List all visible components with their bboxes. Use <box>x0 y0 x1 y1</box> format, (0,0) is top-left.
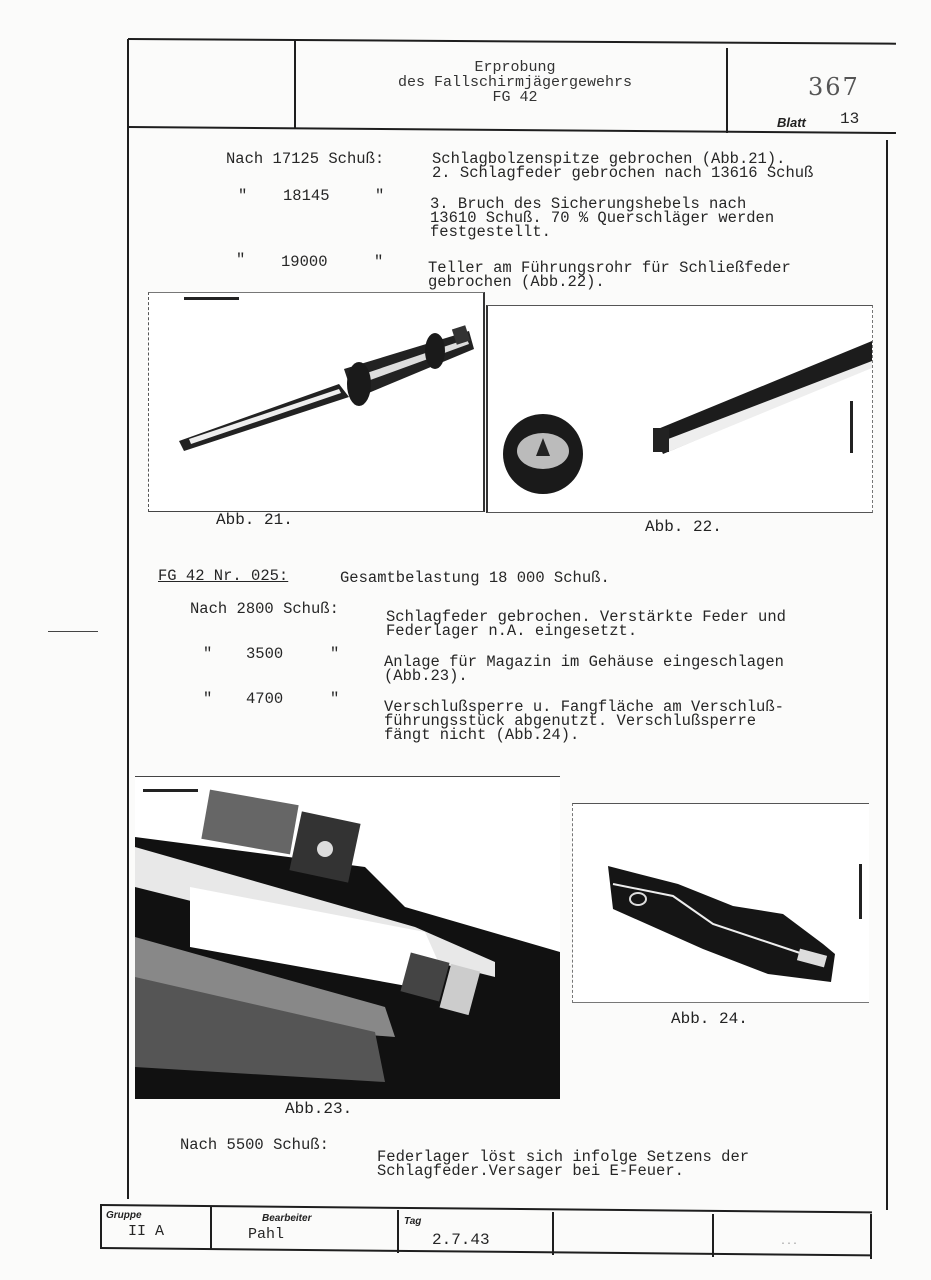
firing-pin-illustration <box>149 293 483 511</box>
gruppe-value: II A <box>128 1223 165 1240</box>
s2-e1-unit: Schuß: <box>283 600 339 618</box>
s1-e3-prefix: " <box>236 251 246 269</box>
s1-e3-shots: 19000 <box>281 253 328 271</box>
s2-e1-shots: 2800 <box>236 600 274 618</box>
s3-e1-line-1: Federlager löst sich infolge Setzens der <box>377 1148 750 1166</box>
footer-top-line <box>100 1204 872 1213</box>
blatt-number: 13 <box>840 110 860 128</box>
figure-24-photo <box>572 803 869 1003</box>
s1-e2-text <box>430 197 774 239</box>
s1-e2-unit: " <box>375 187 385 205</box>
s1-e2-shots: 18145 <box>283 187 330 205</box>
s2-e1-line-2: Federlager n.A. eingesetzt. <box>386 622 638 640</box>
s2-e3-shots: 4700 <box>246 690 284 708</box>
guide-tube-illustration <box>488 306 872 512</box>
s2-entry-1 <box>190 602 339 616</box>
s1-e2-line-3: festgestellt. <box>430 223 551 241</box>
s2-e3-prefix: " <box>203 690 213 708</box>
s1-e2-prefix: " <box>238 187 248 205</box>
footer-divider-1 <box>210 1207 212 1249</box>
s1-e1-line-2: 2. Schlagfeder gebrochen nach 13616 Schuß <box>432 164 814 182</box>
document-title <box>330 60 700 105</box>
title-line-2: des Fallschirmjägergewehrs <box>397 74 633 91</box>
s2-e2-shots: 3500 <box>246 645 284 663</box>
figure-24-caption: Abb. 24. <box>671 1010 748 1028</box>
last-cell-mark: ... <box>780 1237 799 1248</box>
s2-e2-unit: " <box>330 645 340 663</box>
s2-heading: FG 42 Nr. 025: <box>158 567 289 585</box>
s3-entry-1 <box>180 1138 329 1152</box>
s1-e3-line-2: gebrochen (Abb.22). <box>428 273 605 291</box>
s1-e2-line-1: 3. Bruch des Sicherungshebels nach <box>430 195 747 213</box>
blatt-label: Blatt <box>777 115 806 130</box>
s3-e1-shots: 5500 <box>226 1136 264 1154</box>
s3-e1-text <box>377 1150 749 1178</box>
s1-e1-shots: 17125 <box>272 150 320 168</box>
s2-e1-text <box>386 610 786 638</box>
s1-e2-line-2: 13610 Schuß. 70 % Querschläger werden <box>430 209 775 227</box>
page-number-handwritten: 367 <box>808 73 860 101</box>
figure-22-photo <box>486 305 873 513</box>
s2-e3-text <box>384 700 784 742</box>
tag-value: 2.7.43 <box>432 1231 490 1249</box>
s3-e1-unit: Schuß: <box>273 1136 329 1154</box>
title-line-3: FG 42 <box>492 89 538 106</box>
frame-right-line <box>886 140 888 1210</box>
bearbeiter-value: Pahl <box>248 1226 285 1243</box>
footer-divider-3 <box>552 1212 554 1255</box>
footer-divider-2 <box>397 1210 399 1253</box>
gruppe-label: Gruppe <box>106 1210 142 1221</box>
title-line-1: Erprobung <box>474 59 556 76</box>
s2-e2-prefix: " <box>203 645 213 663</box>
bearbeiter-label: Bearbeiter <box>262 1213 312 1224</box>
frame-left-line <box>127 39 129 1199</box>
s3-e1-prefix: Nach <box>180 1136 218 1154</box>
s1-e1-text <box>432 152 813 180</box>
figure-22-caption: Abb. 22. <box>645 518 722 536</box>
bolt-carrier-illustration <box>573 804 869 1002</box>
s2-summary: Gesamtbelastung 18 000 Schuß. <box>340 569 610 587</box>
s1-e1-prefix: Nach <box>226 150 264 168</box>
s2-e1-prefix: Nach <box>190 600 228 618</box>
s1-e3-text <box>428 261 791 289</box>
s1-e1-unit: Schuß: <box>328 150 385 168</box>
header-divider-2 <box>726 48 728 133</box>
footer-right-line <box>870 1214 872 1259</box>
margin-dash-mark <box>48 631 98 632</box>
s2-e3-line-1: Verschlußsperre u. Fangfläche am Verschluß- <box>384 698 784 716</box>
s1-e1-line-1: Schlagbolzenspitze gebrochen (Abb.21). <box>432 150 786 168</box>
s2-e1-line-1: Schlagfeder gebrochen. Verstärkte Feder und <box>386 608 786 626</box>
s3-e1-line-2: Schlagfeder.Versager bei E-Feuer. <box>377 1162 684 1180</box>
s2-e2-line-2: (Abb.23). <box>384 667 468 685</box>
s1-e3-line-1: Teller am Führungsrohr für Schließfeder <box>428 259 791 277</box>
s2-e3-line-2: führungsstück abgenutzt. Verschlußsperre <box>384 712 757 730</box>
s2-e3-line-3: fängt nicht (Abb.24). <box>384 726 580 744</box>
figure-21-photo <box>148 292 485 512</box>
s2-e2-line-1: Anlage für Magazin im Gehäuse eingeschlagen <box>384 653 784 671</box>
figure-23-photo <box>135 776 560 1099</box>
figure-21-caption: Abb. 21. <box>216 511 293 529</box>
s1-entry-1 <box>226 152 384 166</box>
footer-left-line <box>100 1204 102 1248</box>
header-divider-1 <box>294 40 296 128</box>
footer-divider-4 <box>712 1214 714 1257</box>
frame-top-line <box>128 38 896 45</box>
s2-e2-text <box>384 655 784 683</box>
s1-e3-unit: " <box>374 253 384 271</box>
s2-e3-unit: " <box>330 690 340 708</box>
figure-23-caption: Abb.23. <box>285 1100 353 1118</box>
tag-label: Tag <box>404 1216 422 1227</box>
receiver-illustration <box>135 777 560 1099</box>
